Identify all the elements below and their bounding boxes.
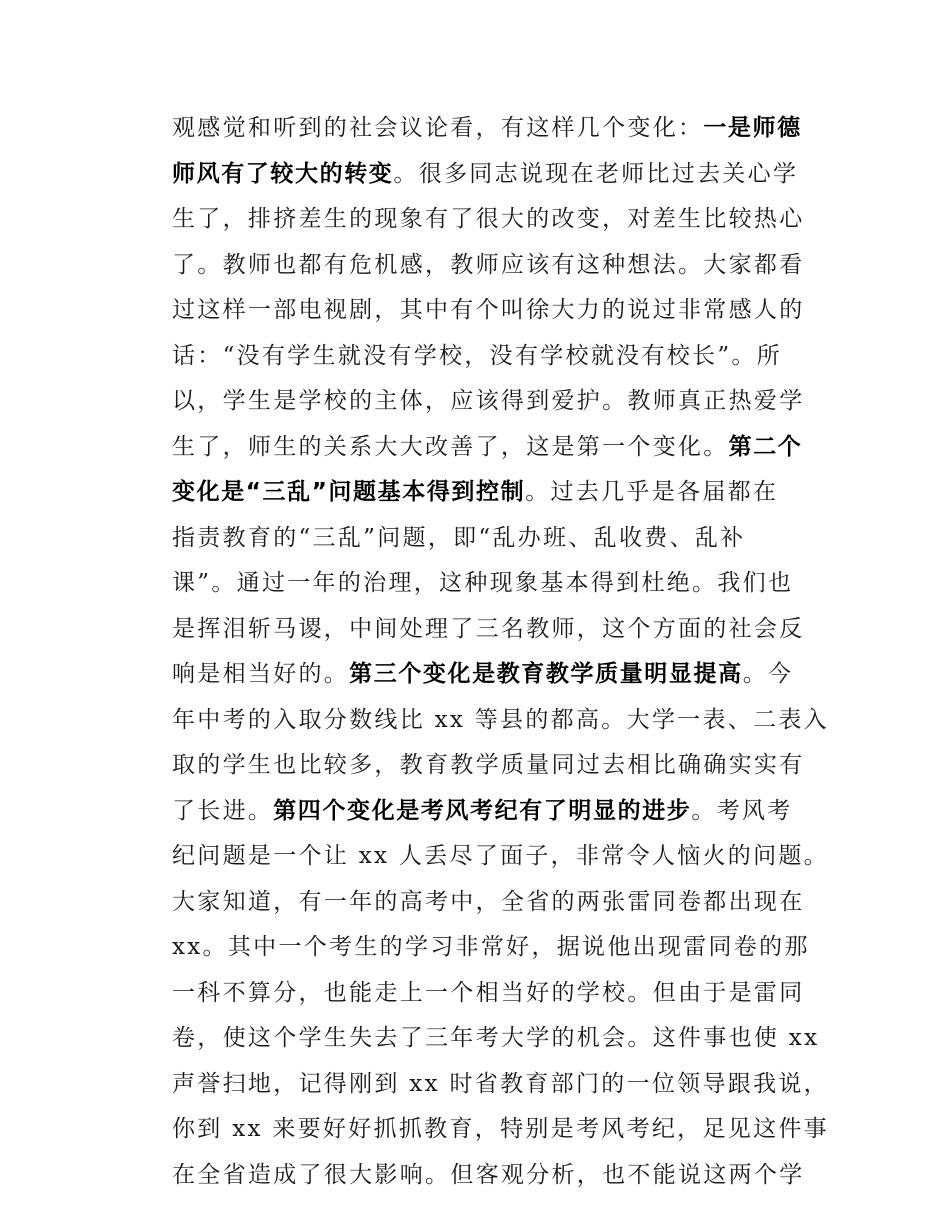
text-line [172, 1016, 820, 1062]
text-line [172, 1062, 829, 1108]
text-line [172, 379, 812, 425]
text-line [172, 971, 812, 1017]
text-line [172, 834, 829, 880]
text-segment: 了。教师也都有危机感，教师应该有这种想法。大家都看 [172, 251, 805, 278]
text-line [172, 880, 812, 926]
text-segment: 。今 [742, 661, 794, 687]
text-segment: 话：“没有学生就没有学校，没有学校就没有校长”。所 [172, 342, 783, 369]
text-segment: 卷，使这个学生失去了三年考大学的机会。这件事也使 xx [172, 1025, 820, 1051]
text-segment: 。很多同志说现在老师比过去关心学 [393, 160, 799, 187]
text-line [172, 288, 812, 334]
text-segment: 一科不算分，也能走上一个相当好的学校。但由于是雷同 [172, 979, 805, 1006]
text-line [172, 197, 812, 243]
text-line [172, 425, 812, 471]
bold-text-segment: 师风有了较大的转变 [172, 160, 394, 187]
text-line [172, 1153, 812, 1199]
text-line [172, 470, 812, 516]
bold-text-segment: 一是师德 [703, 115, 802, 141]
text-line [172, 789, 812, 835]
text-line [172, 698, 829, 744]
text-line [172, 516, 812, 562]
text-segment: 取的学生也比较多，教育教学质量同过去相比确确实实有 [172, 752, 805, 778]
text-segment: 。过去几乎是各届都在 [525, 479, 779, 505]
text-segment: 响是相当好的。 [172, 661, 350, 687]
text-line [172, 652, 812, 698]
text-line [172, 1107, 829, 1153]
bold-text-segment: 变化是“三乱”问题基本得到控制 [172, 479, 526, 505]
text-segment: 大家知道，有一年的高考中，全省的两张雷同卷都出现在 [172, 888, 805, 915]
text-segment: 生了，排挤差生的现象有了很大的改变，对差生比较热心 [172, 206, 805, 232]
text-line [172, 561, 812, 607]
text-segment: 课”。通过一年的治理，这种现象基本得到杜绝。我们也 [172, 570, 794, 596]
text-segment: 你到 xx 来要好好抓抓教育，特别是考风考纪，足见这件事 [172, 1116, 829, 1142]
text-line [172, 334, 812, 380]
text-segment: 观感觉和听到的社会议论看，有这样几个变化： [172, 115, 704, 141]
text-line [172, 152, 812, 198]
text-line [172, 243, 812, 289]
text-line [172, 925, 812, 971]
text-line [172, 743, 812, 789]
text-line [172, 607, 812, 653]
text-segment: 纪问题是一个让 xx 人丢尽了面子，非常令人恼火的问题。 [172, 843, 829, 869]
bold-text-segment: 第三个变化是教育教学质量明显提高 [349, 661, 743, 687]
text-segment: 是挥泪斩马谡，中间处理了三名教师，这个方面的社会反 [172, 615, 805, 642]
text-segment: 生了，师生的关系大大改善了，这是第一个变化。 [172, 433, 729, 460]
bold-text-segment: 第二个 [728, 433, 803, 460]
text-segment: 声誉扫地，记得刚到 xx 时省教育部门的一位领导跟我说， [172, 1070, 829, 1097]
bold-text-segment: 第四个变化是考风考纪有了明显的进步 [273, 797, 692, 824]
text-segment: xx。其中一个考生的学习非常好，据说他出现雷同卷的那 [172, 934, 810, 960]
text-segment: 。考风考 [691, 797, 793, 824]
text-segment: 在全省造成了很大影响。但客观分析，也不能说这两个学 [172, 1161, 805, 1188]
text-segment: 以，学生是学校的主体，应该得到爱护。教师真正热爱学 [172, 388, 805, 414]
text-segment: 了长进。 [172, 797, 274, 824]
text-segment: 指责教育的“三乱”问题，即“乱办班、乱收费、乱补 [172, 524, 746, 551]
body-text [172, 106, 829, 1198]
text-segment: 年中考的入取分数线比 xx 等县的都高。大学一表、二表入 [172, 706, 829, 733]
text-segment: 过这样一部电视剧，其中有个叫徐大力的说过非常感人的 [172, 297, 805, 323]
text-line [172, 106, 812, 152]
